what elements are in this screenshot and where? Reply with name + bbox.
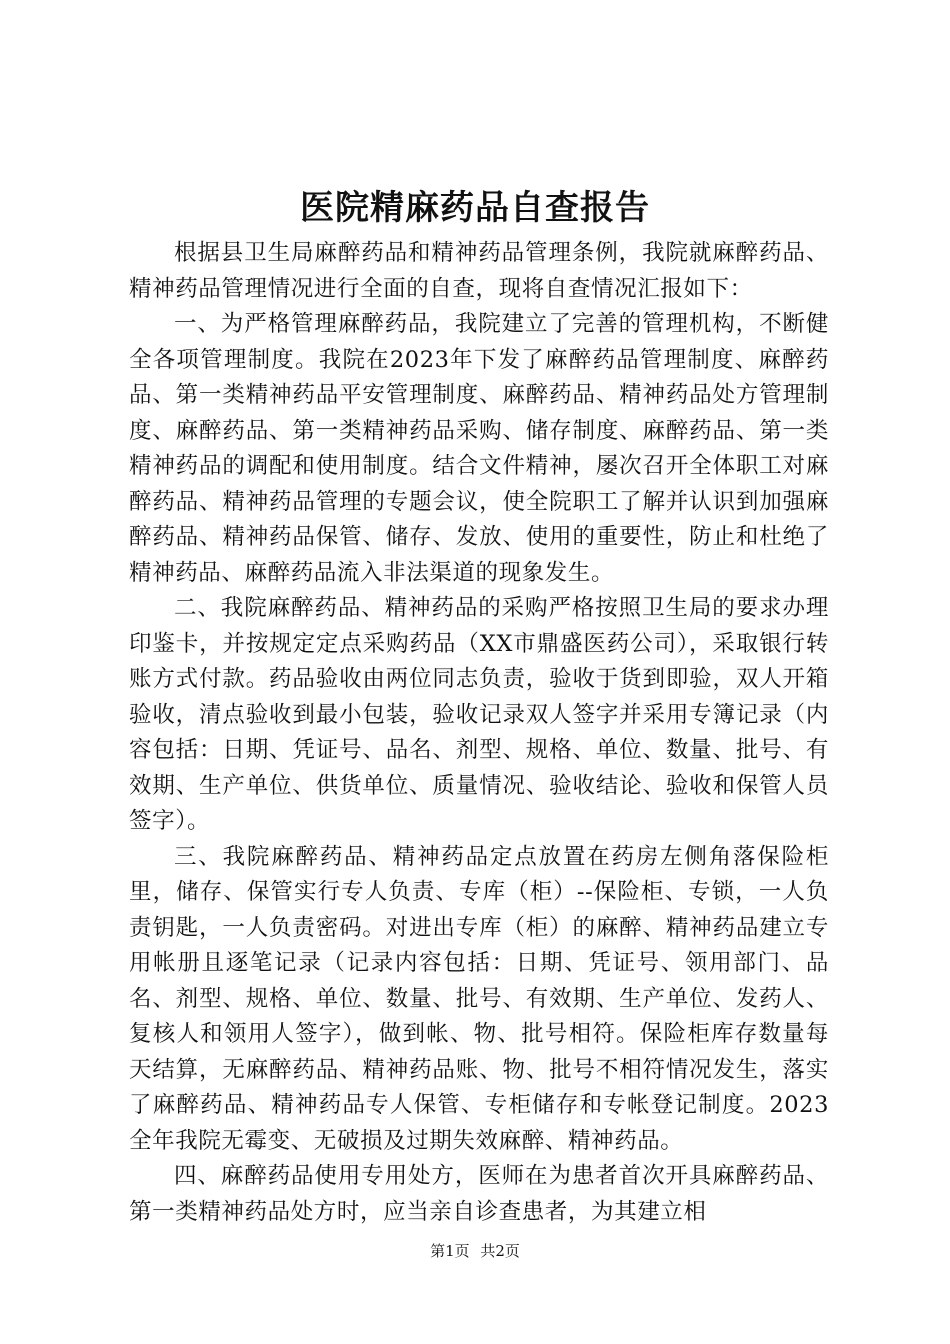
document-title: 医院精麻药品自查报告 xyxy=(300,188,650,228)
paragraph-section-4: 四、麻醉药品使用专用处方，医师在为患者首次开具麻醉药品、第一类精神药品处方时，应当亲自诊查患者，为其建立相 xyxy=(129,1163,829,1225)
paragraph-intro: 根据县卫生局麻醉药品和精神药品管理条例，我院就麻醉药品、精神药品管理情况进行全面的自查，现将自查情况汇报如下： xyxy=(129,240,829,302)
page-number-total: 共2页 xyxy=(480,1242,520,1260)
paragraph-section-2: 二、我院麻醉药品、精神药品的采购严格按照卫生局的要求办理印鉴卡，并按规定定点采购药品（XX市鼎盛医药公司），采取银行转账方式付款。药品验收由两位同志负责，验收于货到即验，双人开箱验收，清点验收到最小包装，验收记录双人签字并采用专簿记录（内容包括：日期、凭证号、品名、剂型、规格、单位、数量、批号、有效期、生产单位、供货单位、质量情况、验收结论、验收和保管人员签字）。 xyxy=(129,595,829,834)
paragraph-section-3: 三、我院麻醉药品、精神药品定点放置在药房左侧角落保险柜里，储存、保管实行专人负责、专库（柜）--保险柜、专锁，一人负责钥匙，一人负责密码。对进出专库（柜）的麻醉、精神药品建立专用帐册且逐笔记录（记录内容包括：日期、凭证号、领用部门、品名、剂型、规格、单位、数量、批号、有效期、生产单位、发药人、复核人和领用人签字），做到帐、物、批号相符。保险柜库存数量每天结算，无麻醉药品、精神药品账、物、批号不相符情况发生，落实了麻醉药品、精神药品专人保管、专柜储存和专帐登记制度。2023全年我院无霉变、无破损及过期失效麻醉、精神药品。 xyxy=(129,843,829,1154)
document-body xyxy=(129,236,829,1230)
page-footer xyxy=(0,1241,950,1261)
paragraph-section-1: 一、为严格管理麻醉药品，我院建立了完善的管理机构，不断健全各项管理制度。我院在2023年下发了麻醉药品管理制度、麻醉药品、第一类精神药品平安管理制度、麻醉药品、精神药品处方管理制度、麻醉药品、第一类精神药品采购、储存制度、麻醉药品、第一类精神药品的调配和使用制度。结合文件精神，屡次召开全体职工对麻醉药品、精神药品管理的专题会议，使全院职工了解并认识到加强麻醉药品、精神药品保管、储存、发放、使用的重要性，防止和杜绝了精神药品、麻醉药品流入非法渠道的现象发生。 xyxy=(129,311,829,586)
page-number-current: 第1页 xyxy=(430,1242,470,1260)
